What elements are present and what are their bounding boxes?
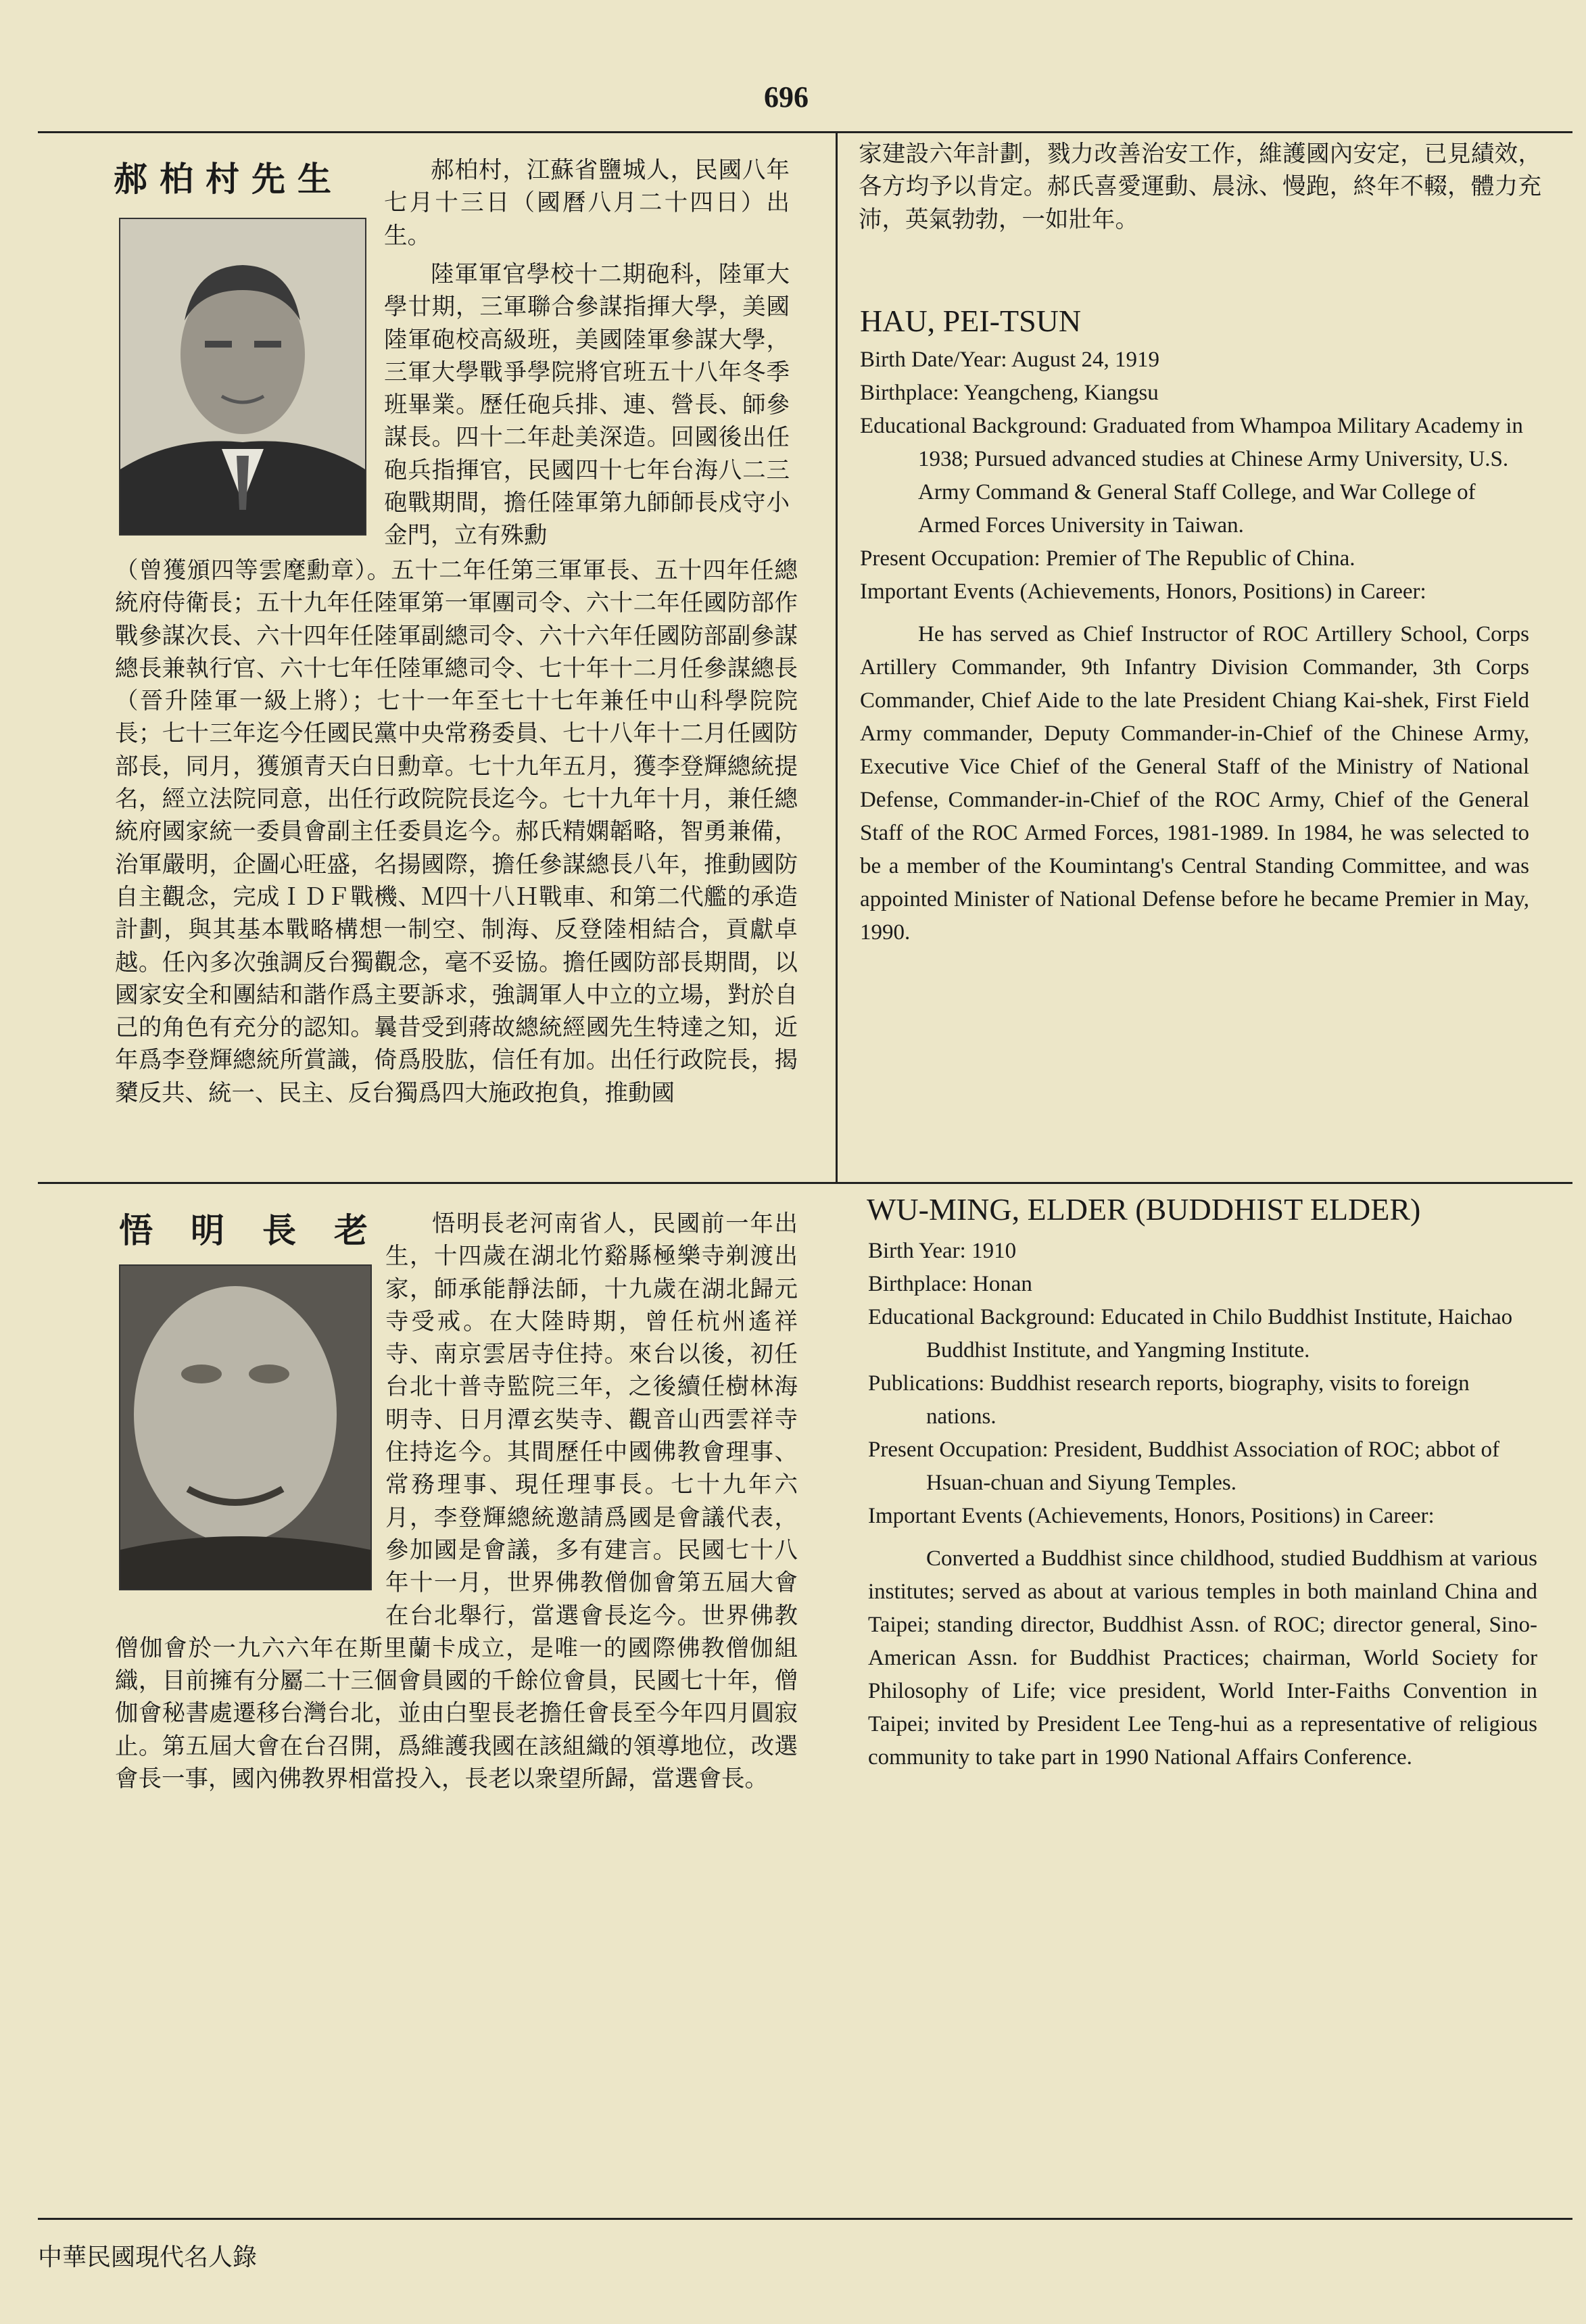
education-row xyxy=(860,410,1529,542)
column-divider xyxy=(836,133,838,1182)
birthplace-label: Birthplace: xyxy=(860,381,959,405)
entry2-en-name: WU-MING, ELDER (BUDDHIST ELDER) xyxy=(867,1192,1421,1227)
education-row xyxy=(868,1301,1537,1367)
entry1-cn-para2 xyxy=(384,258,790,563)
portrait-photo-hau xyxy=(119,218,366,536)
cn-career-paragraph: 陸軍軍官學校十二期砲科，陸軍大學廿期，三軍聯合參謀指揮大學，美國陸軍砲校高級班，美國陸軍參謀大學，三軍大學戰爭學院將官班五十八年冬季班畢業。歷任砲兵排、連、營長、師參謀長。四十二年赴美深造。回國後出任砲兵指揮官，民國四十七年台海八二三砲戰期間，擔任陸軍第九師師長戍守小金門，立有殊勳 xyxy=(384,261,790,550)
bottom-rule xyxy=(38,2218,1572,2220)
middle-rule xyxy=(38,1182,1572,1184)
occupation-row xyxy=(860,542,1529,575)
entry2-en-details xyxy=(868,1235,1537,1774)
events-label: Important Events (Achievements, Honors, Positions) in Career: xyxy=(860,579,1426,604)
birth-year-row xyxy=(868,1235,1537,1268)
cn-biography: 悟明長老河南省人，民國前一年出生，十四歲在湖北竹谿縣極樂寺剃渡出家，師承能靜法師，十九歲在湖北歸元寺受戒。在大陸時期，曾任杭州遙祥寺、南京雲居寺住持。來台以後，初任台北十普寺監院三年，之後續任樹林海明寺、日月潭玄奘寺、觀音山西雲祥寺住持迄今。其間歷任中國佛教會理事、常務理事、現任理事長。七十九年六月，李登輝總統邀請爲國是會議代表，參加國是會議，多有建言。民國七十八年十一月，世界佛教僧伽會第五屆大會在台北舉行，當選會長迄今。世界佛教僧伽會於一九六六年在斯里蘭卡成立，是唯一的國際佛教僧伽組織，目前擁有分屬二十三個會員國的千餘位會員，民國七十年，僧伽會秘書處遷移台灣台北，並由白聖長老擔任會長至今年四月圓寂止。第五屆大會在台召開，爲維護我國在該組織的領導地位，改選會長一事，國內佛教界相當投入，長老以衆望所歸，當選會長。 xyxy=(115,1210,798,1793)
entry1-cn-intro xyxy=(384,154,790,262)
birth-date-row xyxy=(860,343,1529,377)
publications-label: Publications: xyxy=(868,1371,985,1396)
cn-column2-continued: 家建設六年計劃，戮力改善治安工作，維護國內安定，已見績效，各方均予以肯定。郝氏喜愛運動、晨泳、慢跑，終年不輟，體力充沛，英氣勃勃，一如壯年。 xyxy=(859,141,1541,233)
entry2-cn-name: 悟明長老 xyxy=(119,1210,406,1250)
occupation-value: President, Buddhist Association of ROC; abbot of Hsuan-chuan and Siyung Temples. xyxy=(926,1438,1500,1495)
birthplace-value: Yeangcheng, Kiangsu xyxy=(963,381,1159,405)
entry1-cn-para3 xyxy=(115,554,798,1173)
page-number: 696 xyxy=(764,80,809,114)
occupation-value: Premier of The Republic of China. xyxy=(1045,546,1355,571)
publications-value: Buddhist research reports, biography, visits to foreign nations. xyxy=(926,1371,1470,1429)
occupation-label: Present Occupation: xyxy=(860,546,1040,571)
birth-label: Birth Year: xyxy=(868,1239,966,1263)
birthplace-label: Birthplace: xyxy=(868,1272,967,1296)
events-label: Important Events (Achievements, Honors, Positions) in Career: xyxy=(868,1504,1435,1528)
career-paragraph: He has served as Chief Instructor of ROC Artillery School, Corps Artillery Commander, 9th Infantry Division Commander, 3th Corps Commander, Chief Aide to the late President Chiang Kai-shek, First Field Army commander, Deputy Commander-in-Chief of the Chinese Army, Executive Vice Chief of the General Staff of the Ministry of National Defense, Commander-in-Chief of the ROC Army, Chief of the General Staff of the ROC Armed Forces, 1981-1989. In 1984, he was selected to be a member of the Koumintang's Central Standing Committee, and was appointed Minister of National Defense before he became Premier in May, 1990. xyxy=(860,622,1529,945)
publications-row xyxy=(868,1367,1537,1433)
education-label: Educational Background: xyxy=(860,414,1088,438)
birthplace-value: Honan xyxy=(972,1272,1032,1296)
photo-float-spacer xyxy=(115,1208,385,1600)
entry1-en-details xyxy=(860,343,1529,949)
birth-label: Birth Date/Year: xyxy=(860,348,1007,372)
birth-value: August 24, 1919 xyxy=(1011,348,1160,372)
cn-intro-paragraph: 郝柏村，江蘇省鹽城人，民國八年七月十三日（國曆八月二十四日）出生。 xyxy=(384,157,790,250)
education-value: Educated in Chilo Buddhist Institute, Haichao Buddhist Institute, and Yangming Institute. xyxy=(926,1305,1513,1362)
career-paragraph: Converted a Buddhist since childhood, studied Buddhism at various institutes; served as about at various temples in both mainland China and Taipei; standing director, Buddhist Assn. of ROC; director general, Sino-American Assn. for Buddhist Practices; chairman, World Society for Philosophy of Life; vice president, World Inter-Faiths Convention in Taipei; invited by President Lee Teng-hui as a representative of religious community to take part in 1990 National Affairs Conference. xyxy=(868,1546,1537,1770)
birthplace-row xyxy=(868,1268,1537,1301)
entry1-en-name: HAU, PEI-TSUN xyxy=(860,304,1082,338)
birth-value: 1910 xyxy=(971,1239,1017,1263)
occupation-row xyxy=(868,1433,1537,1500)
entry2-cn-text xyxy=(115,1208,798,1843)
birthplace-row xyxy=(860,377,1529,410)
entry1-cn-continuation xyxy=(859,138,1541,246)
occupation-label: Present Occupation: xyxy=(868,1438,1049,1462)
book-title-footer: 中華民國現代名人錄 xyxy=(38,2244,258,2271)
top-rule xyxy=(38,131,1572,133)
education-value: Graduated from Whampoa Military Academy in 1938; Pursued advanced studies at Chinese Army University, U.S. Army Command & General Staff College, and War College of Armed Forces University in Taiwan. xyxy=(918,414,1523,538)
education-label: Educational Background: xyxy=(868,1305,1096,1329)
entry1-cn-name: 郝柏村先生 xyxy=(114,159,343,199)
portrait-hau-image xyxy=(120,219,365,534)
cn-career-continued: （曾獲頒四等雲麾勳章）。五十二年任第三軍軍長、五十四年任總統府侍衛長；五十九年任陸軍第一軍團司令、六十二年任國防部作戰參謀次長、六十四年任陸軍副總司令、六十六年任國防部副參謀總長兼執行官、六十七年任陸軍總司令、七十年十二月任參謀總長（晉升陸軍一級上將）；七十一年至七十七年兼任中山科學院院長；七十三年迄今任國民黨中央常務委員、七十八年十二月任國防部長，同月，獲頒青天白日勳章。七十九年五月，獲李登輝總統提名，經立法院同意，出任行政院院長迄今。七十九年十月，兼任總統府國家統一委員會副主任委員迄今。郝氏精嫻韜略，智勇兼備，治軍嚴明，企圖心旺盛，名揚國際，擔任參謀總長八年，推動國防自主觀念，完成ＩＤＦ戰機、Ｍ四十八Ｈ戰車、和第二代艦的承造計劃，與其基本戰略構想一制空、制海、反登陸相結合，貢獻卓越。任內多次強調反台獨觀念，毫不妥協。擔任國防部長期間，以國家安全和團結和諧作爲主要訴求，強調軍人中立的立場，對於自己的角色有充分的認知。曩昔受到蔣故總統經國先生特達之知，近年爲李登輝總統所賞識，倚爲股肱，信任有加。出任行政院長，揭櫫反共、統一、民主、反台獨爲四大施政抱負，推動國 xyxy=(115,557,798,1107)
